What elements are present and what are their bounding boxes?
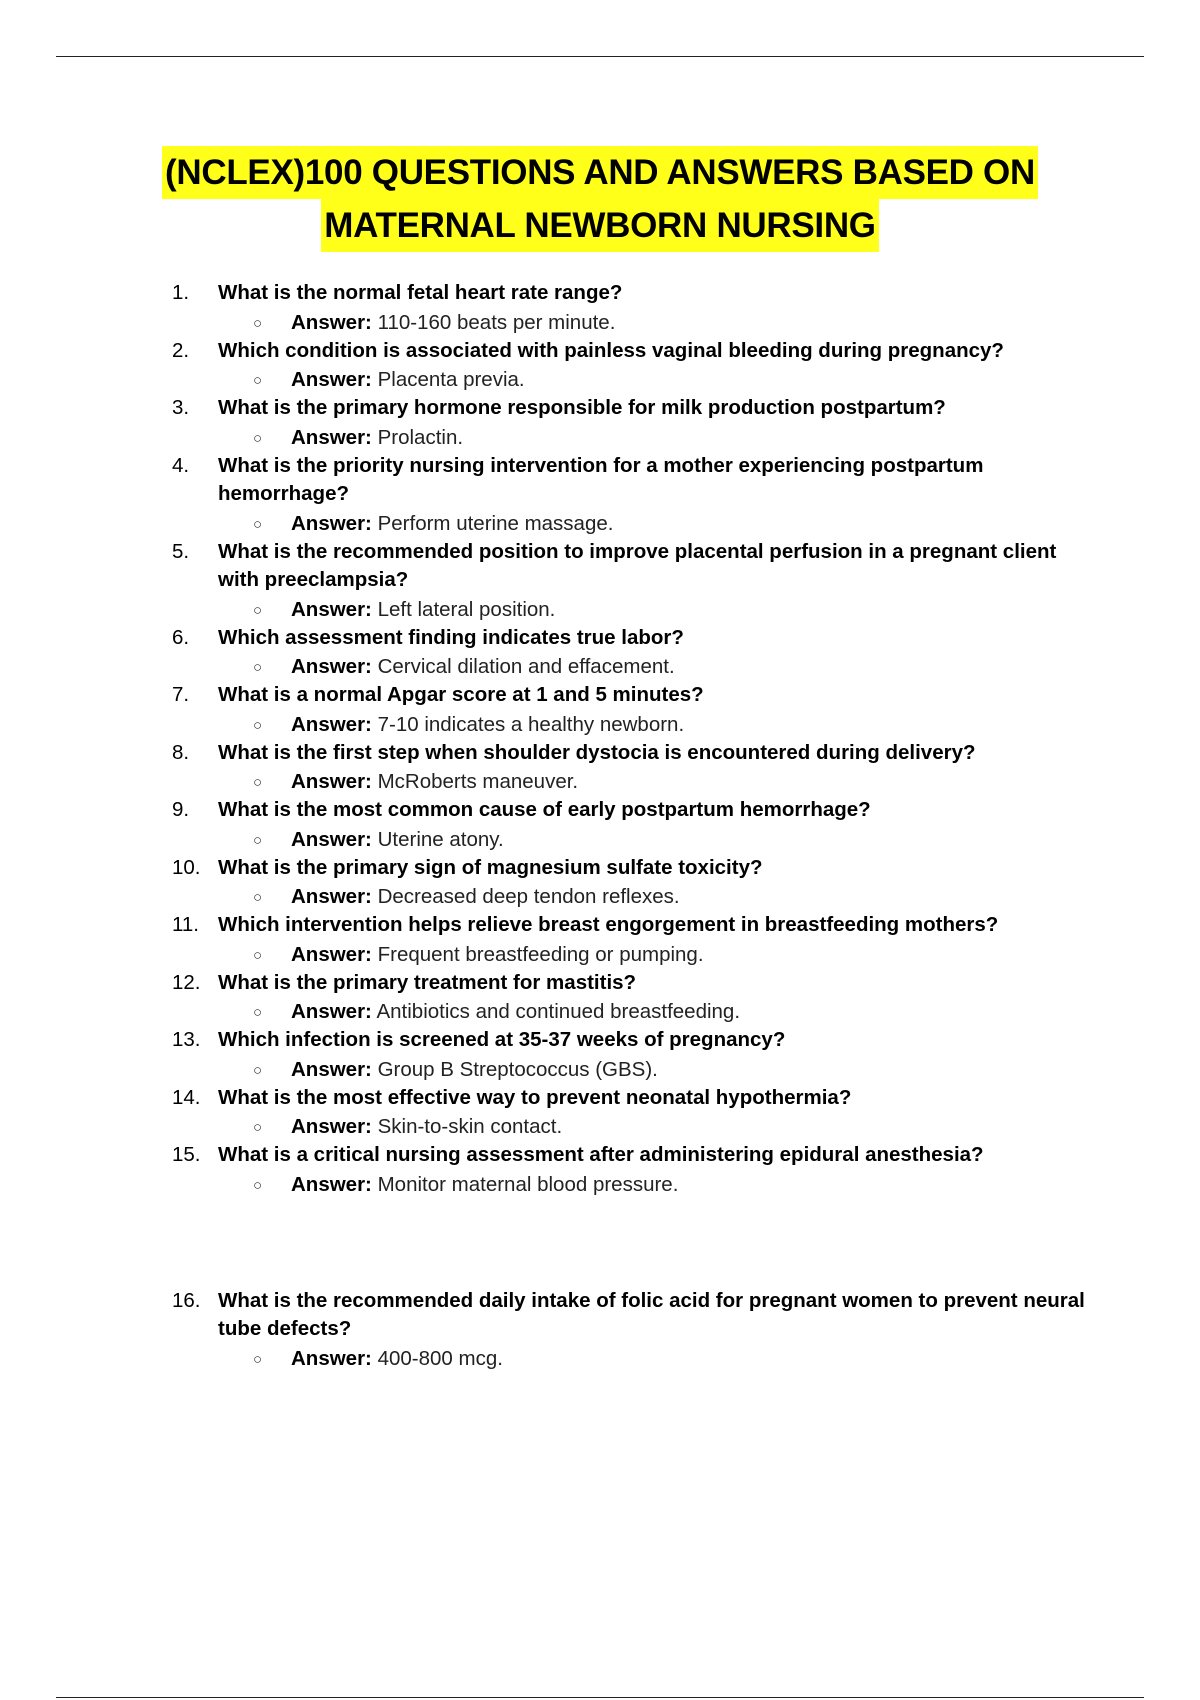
question [0, 394, 1200, 423]
answer-label: Answer: [291, 1346, 372, 1370]
qa-item [0, 1141, 1200, 1199]
answer [0, 365, 1200, 394]
question [0, 1141, 1200, 1170]
circle-bullet-icon: ○ [253, 1350, 263, 1368]
circle-bullet-icon: ○ [253, 1119, 263, 1136]
answer-text: 400-800 mcg. [377, 1346, 503, 1370]
document-title [0, 146, 1200, 252]
answer [0, 1055, 1200, 1084]
question [0, 854, 1200, 883]
question [0, 681, 1200, 710]
question-number: 12. [172, 970, 201, 994]
question-text: What is the recommended position to improve placental perfusion in a pregnant client with preeclampsia? [218, 539, 1057, 591]
qa-item [0, 1287, 1200, 1373]
circle-bullet-icon: ○ [253, 889, 263, 906]
answer-label: Answer: [291, 368, 372, 391]
answer-label: Answer: [291, 770, 372, 793]
question [0, 1084, 1200, 1113]
question [0, 337, 1200, 366]
answer [0, 423, 1200, 452]
question-text: Which infection is screened at 35-37 weeks of pregnancy? [218, 1028, 786, 1051]
circle-bullet-icon: ○ [253, 659, 263, 676]
question-number: 6. [172, 625, 190, 649]
answer-label: Answer: [291, 942, 372, 966]
answer-text: Uterine atony. [377, 827, 504, 851]
answer-text: Monitor maternal blood pressure. [377, 1172, 679, 1196]
answer [0, 767, 1200, 796]
answer-text: Antibiotics and continued breastfeeding. [376, 1000, 741, 1023]
circle-bullet-icon: ○ [253, 601, 263, 619]
question-text: What is the first step when shoulder dystocia is encountered during delivery? [218, 740, 976, 764]
answer [0, 882, 1200, 911]
answer-text: Decreased deep tendon reflexes. [377, 885, 680, 908]
answer-text: Left lateral position. [377, 597, 556, 621]
question [0, 739, 1200, 768]
circle-bullet-icon: ○ [253, 831, 263, 849]
question [0, 1287, 1200, 1344]
circle-bullet-icon: ○ [253, 946, 263, 964]
answer-label: Answer: [291, 425, 372, 449]
question-number: 4. [172, 453, 190, 477]
answer-text: Placenta previa. [377, 368, 525, 391]
question-number: 10. [172, 855, 201, 879]
question-text: What is the priority nursing intervention for a mother experiencing postpartum hemorrhage? [218, 453, 984, 505]
answer [0, 940, 1200, 969]
question-number: 15. [172, 1143, 201, 1166]
question-text: Which intervention helps relieve breast engorgement in breastfeeding mothers? [218, 913, 999, 936]
question [0, 1026, 1200, 1055]
question-list [0, 279, 1200, 1373]
answer-label: Answer: [291, 511, 372, 535]
question-number: 8. [172, 740, 190, 764]
question-number: 11. [172, 913, 199, 936]
question-text: What is a normal Apgar score at 1 and 5 minutes? [218, 683, 704, 706]
question [0, 279, 1200, 308]
answer-text: McRoberts maneuver. [377, 770, 579, 793]
question-number: 5. [172, 539, 190, 563]
circle-bullet-icon: ○ [253, 1176, 263, 1194]
page-gap [0, 1199, 1200, 1287]
question-number: 9. [172, 798, 190, 821]
answer [0, 825, 1200, 854]
question-number: 1. [172, 281, 190, 304]
circle-bullet-icon: ○ [253, 774, 263, 791]
question-text: What is the normal fetal heart rate range? [218, 281, 623, 304]
question-number: 7. [172, 683, 190, 706]
answer-label: Answer: [291, 310, 372, 334]
question-text: What is the most effective way to prevent neonatal hypothermia? [218, 1085, 852, 1109]
qa-item [0, 739, 1200, 797]
answer-text: Prolactin. [377, 425, 464, 449]
question-text: Which condition is associated with painless vaginal bleeding during pregnancy? [218, 338, 1004, 362]
question [0, 911, 1200, 940]
question-text: What is the primary treatment for mastitis? [218, 970, 637, 994]
qa-item [0, 911, 1200, 969]
answer [0, 1344, 1200, 1373]
question [0, 452, 1200, 509]
question-number: 16. [172, 1288, 201, 1312]
circle-bullet-icon: ○ [253, 372, 263, 389]
answer [0, 710, 1200, 739]
question-number: 14. [172, 1085, 201, 1109]
question-text: What is the primary hormone responsible for milk production postpartum? [218, 396, 946, 419]
question-text: What is a critical nursing assessment after administering epidural anesthesia? [218, 1143, 984, 1166]
question-text: What is the recommended daily intake of folic acid for pregnant women to prevent neural tube defects? [218, 1288, 1085, 1340]
question [0, 624, 1200, 653]
answer-text: Perform uterine massage. [377, 511, 614, 535]
answer [0, 509, 1200, 538]
answer-text: Cervical dilation and effacement. [377, 655, 675, 678]
answer-text: Frequent breastfeeding or pumping. [377, 942, 704, 966]
bottom-rule [56, 1697, 1144, 1698]
qa-item [0, 969, 1200, 1027]
answer-label: Answer: [291, 712, 372, 736]
answer-text: 110-160 beats per minute. [377, 310, 616, 334]
qa-item [0, 624, 1200, 682]
answer-label: Answer: [291, 597, 372, 621]
answer-text: Skin-to-skin contact. [377, 1115, 563, 1138]
answer-label: Answer: [291, 827, 372, 851]
question [0, 538, 1200, 595]
qa-item [0, 337, 1200, 395]
circle-bullet-icon: ○ [253, 515, 263, 533]
answer [0, 595, 1200, 624]
answer-text: Group B Streptococcus (GBS). [377, 1057, 658, 1081]
qa-item [0, 538, 1200, 624]
question-number: 3. [172, 396, 190, 419]
answer [0, 308, 1200, 337]
circle-bullet-icon: ○ [253, 716, 263, 734]
answer-label: Answer: [291, 1057, 372, 1081]
circle-bullet-icon: ○ [253, 1061, 263, 1079]
qa-item [0, 1026, 1200, 1084]
answer-label: Answer: [291, 1172, 372, 1196]
question-text: What is the most common cause of early postpartum hemorrhage? [218, 798, 871, 821]
question-text: Which assessment finding indicates true labor? [218, 625, 684, 649]
qa-item [0, 452, 1200, 538]
circle-bullet-icon: ○ [253, 1004, 263, 1021]
qa-item [0, 279, 1200, 337]
circle-bullet-icon: ○ [253, 314, 263, 332]
answer [0, 1170, 1200, 1199]
answer-label: Answer: [291, 655, 372, 678]
title-line-2: MATERNAL NEWBORN NURSING [321, 199, 878, 252]
question [0, 796, 1200, 825]
answer-text: 7-10 indicates a healthy newborn. [377, 712, 685, 736]
answer [0, 652, 1200, 681]
question-number: 13. [172, 1028, 201, 1051]
answer [0, 997, 1200, 1026]
circle-bullet-icon: ○ [253, 429, 263, 447]
question-text: What is the primary sign of magnesium sulfate toxicity? [218, 855, 763, 879]
answer [0, 1112, 1200, 1141]
answer-label: Answer: [291, 885, 372, 908]
qa-item [0, 854, 1200, 912]
question [0, 969, 1200, 998]
answer-label: Answer: [291, 1115, 372, 1138]
title-line-1: (NCLEX)100 QUESTIONS AND ANSWERS BASED ON [162, 146, 1038, 199]
question-number: 2. [172, 338, 190, 362]
top-rule [56, 56, 1144, 57]
qa-item [0, 796, 1200, 854]
qa-item [0, 1084, 1200, 1142]
qa-item [0, 394, 1200, 452]
qa-item [0, 681, 1200, 739]
answer-label: Answer: [291, 1000, 372, 1023]
